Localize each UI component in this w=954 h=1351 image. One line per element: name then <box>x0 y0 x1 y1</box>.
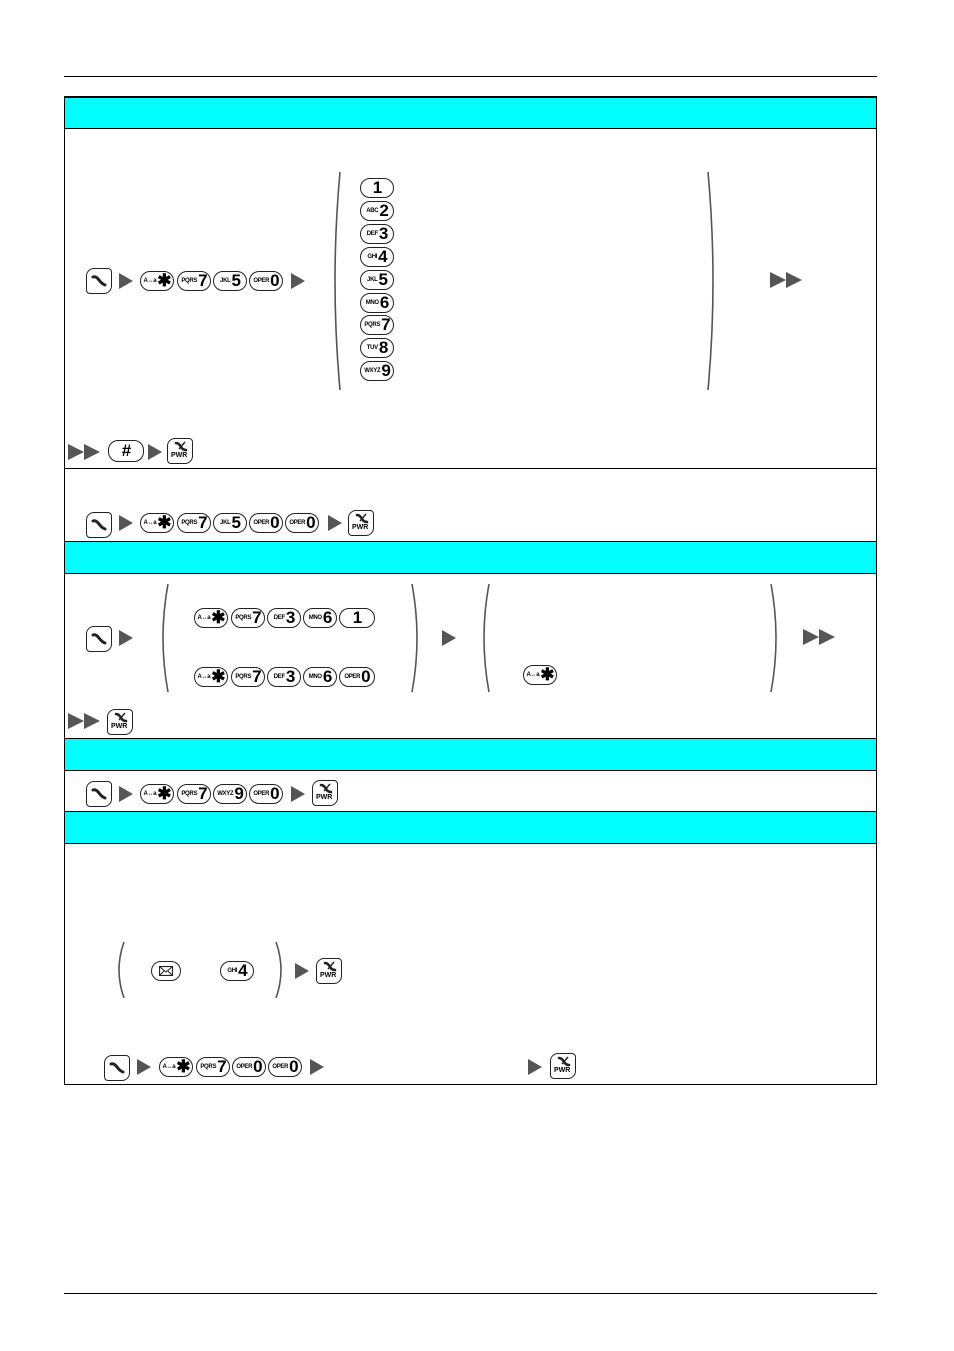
pwr-label: PWR <box>111 723 128 730</box>
keypad-key[interactable] <box>220 961 254 981</box>
key-digit: 7 <box>252 608 261 627</box>
key-letters: OPER <box>344 674 361 680</box>
key-digit: 4 <box>378 246 387 266</box>
key-letters: MNO <box>365 299 379 306</box>
key-letters: DEF <box>366 230 378 237</box>
key-letters: MNO <box>308 674 322 680</box>
arrow-icon <box>137 1059 151 1075</box>
bracket-right <box>706 172 718 395</box>
double-arrow-icon <box>803 628 837 651</box>
key-letters: PQRS <box>200 1064 217 1070</box>
keypad-key[interactable] <box>360 201 394 221</box>
keypad-key[interactable] <box>213 513 247 533</box>
hash-key[interactable] <box>108 440 144 462</box>
key-letters: PQRS <box>235 615 252 621</box>
pwr-label: PWR <box>554 1067 571 1074</box>
keypad-key[interactable] <box>360 270 394 290</box>
bracket-right <box>410 584 422 697</box>
pwr-label: PWR <box>352 524 369 531</box>
star-key[interactable] <box>140 784 174 804</box>
keypad-key[interactable] <box>177 271 211 291</box>
row-separator <box>65 468 876 469</box>
key-letters: A↔a <box>143 278 157 284</box>
key-digit: 2 <box>379 200 388 220</box>
keypad-key[interactable] <box>267 608 301 628</box>
double-arrow-icon <box>770 271 804 294</box>
keypad-key[interactable] <box>268 1057 302 1077</box>
bracket-left <box>158 584 170 697</box>
section-band-2 <box>65 541 876 574</box>
key-digit: 0 <box>306 513 315 532</box>
key-digit: ✱ <box>211 608 225 627</box>
key-digit: 0 <box>270 784 279 803</box>
star-key[interactable] <box>194 608 228 628</box>
key-digit: 8 <box>378 338 388 358</box>
pwr-label: PWR <box>320 972 337 979</box>
arrow-icon <box>528 1059 542 1075</box>
talk-icon[interactable] <box>104 1055 130 1081</box>
instruction-table <box>64 96 877 1085</box>
key-digit: 1 <box>352 608 362 627</box>
power-icon[interactable] <box>348 510 374 536</box>
keypad-key[interactable] <box>213 271 247 291</box>
arrow-icon <box>291 786 305 802</box>
keypad-key[interactable] <box>339 608 375 628</box>
keypad-key[interactable] <box>213 784 247 804</box>
key-digit: 0 <box>253 1057 262 1076</box>
section-band-3 <box>65 738 876 771</box>
keypad-key[interactable] <box>303 667 337 687</box>
bracket-right <box>769 584 781 697</box>
power-icon[interactable] <box>167 438 193 464</box>
key-digit: 6 <box>322 667 332 686</box>
keypad-key[interactable] <box>196 1057 230 1077</box>
key-letters: WXYZ <box>364 368 381 375</box>
talk-icon[interactable] <box>86 512 112 538</box>
bracket-left <box>479 584 491 697</box>
key-digit: 3 <box>285 608 295 627</box>
key-letters: WXYZ <box>217 791 234 797</box>
key-digit: # <box>121 441 131 460</box>
key-digit: 7 <box>217 1057 226 1076</box>
keypad-key[interactable] <box>360 361 394 381</box>
bracket-left <box>114 942 126 1003</box>
key-digit: ✱ <box>176 1057 190 1076</box>
keypad-key[interactable] <box>231 608 265 628</box>
key-letters: OPER <box>272 1064 289 1070</box>
section-band-1 <box>65 97 876 129</box>
star-key[interactable] <box>159 1057 193 1077</box>
bracket-left <box>330 172 342 395</box>
key-letters: A↔a <box>143 791 157 797</box>
arrow-icon <box>310 1059 324 1075</box>
key-digit: ✱ <box>157 784 171 803</box>
key-digit: 5 <box>378 269 387 289</box>
key-digit: 0 <box>270 271 279 290</box>
key-digit: 4 <box>238 961 247 980</box>
keypad-key[interactable] <box>177 784 211 804</box>
keypad-key[interactable] <box>360 315 394 335</box>
keypad-key[interactable] <box>360 293 394 313</box>
talk-icon[interactable] <box>86 626 112 652</box>
power-icon[interactable] <box>316 958 342 984</box>
talk-icon[interactable] <box>86 781 112 807</box>
key-digit: 0 <box>270 513 279 532</box>
key-letters: A↔a <box>197 615 211 621</box>
key-digit: ✱ <box>157 513 171 532</box>
key-digit: ✱ <box>540 665 554 684</box>
key-letters: GHI <box>367 253 378 260</box>
footer-rule <box>64 1293 877 1294</box>
arrow-icon <box>119 786 133 802</box>
power-icon[interactable] <box>550 1053 576 1079</box>
key-letters: JKL <box>220 278 231 284</box>
keypad-key[interactable] <box>232 1057 266 1077</box>
key-letters: PQRS <box>235 674 252 680</box>
bracket-right <box>274 942 286 1003</box>
key-letters: A↔a <box>526 672 540 678</box>
key-letters: GHI <box>227 968 238 974</box>
arrow-icon <box>291 273 305 289</box>
key-digit: 9 <box>381 361 390 381</box>
key-digit: 7 <box>198 271 207 290</box>
key-letters: ABC <box>366 207 379 214</box>
key-digit: 3 <box>378 223 388 243</box>
pwr-label: PWR <box>316 794 333 801</box>
talk-icon[interactable] <box>86 268 112 294</box>
star-key[interactable] <box>140 271 174 291</box>
key-letters: PQRS <box>181 791 198 797</box>
key-digit: 7 <box>381 315 390 335</box>
key-digit: 7 <box>198 513 207 532</box>
key-letters: OPER <box>236 1064 253 1070</box>
keypad-key[interactable] <box>339 667 375 687</box>
power-icon[interactable] <box>107 709 133 735</box>
key-letters: DEF <box>273 674 285 680</box>
key-letters: PQRS <box>181 278 198 284</box>
pwr-label: PWR <box>171 452 188 459</box>
key-digit: 6 <box>322 608 332 627</box>
keypad-key[interactable] <box>231 667 265 687</box>
key-digit: 7 <box>198 784 207 803</box>
key-letters: PQRS <box>364 322 381 329</box>
key-letters: OPER <box>253 278 270 284</box>
keypad-key[interactable] <box>360 247 394 267</box>
message-icon <box>159 966 173 976</box>
key-letters: A↔a <box>197 674 211 680</box>
key-digit: 5 <box>231 271 240 290</box>
keypad-key[interactable] <box>360 224 394 244</box>
keypad-key[interactable] <box>177 513 211 533</box>
key-letters: JKL <box>367 276 378 283</box>
arrow-icon <box>442 630 456 646</box>
keypad-key[interactable] <box>249 784 283 804</box>
key-digit: 1 <box>372 178 382 197</box>
keypad-key[interactable] <box>249 271 283 291</box>
key-digit: 3 <box>285 667 295 686</box>
key-letters: A↔a <box>162 1064 176 1070</box>
key-digit: 6 <box>379 292 389 312</box>
key-digit: 0 <box>361 667 370 686</box>
keypad-key[interactable] <box>267 667 301 687</box>
keypad-key[interactable] <box>303 608 337 628</box>
key-letters: TUV <box>366 345 378 352</box>
star-key[interactable] <box>523 665 557 685</box>
key-letters: JKL <box>220 520 231 526</box>
arrow-icon <box>328 515 342 531</box>
key-letters: OPER <box>253 791 270 797</box>
key-letters: OPER <box>289 520 306 526</box>
double-arrow-icon <box>68 443 102 466</box>
key-digit: 5 <box>231 513 240 532</box>
key-letters: MNO <box>308 615 322 621</box>
double-arrow-icon <box>68 712 102 735</box>
arrow-icon <box>295 963 309 979</box>
key-digit: ✱ <box>211 667 225 686</box>
section-band-4 <box>65 811 876 844</box>
message-key[interactable] <box>151 961 181 981</box>
key-letters: A↔a <box>143 520 157 526</box>
header-rule <box>64 76 877 77</box>
key-digit: ✱ <box>157 271 171 290</box>
star-key[interactable] <box>140 513 174 533</box>
keypad-key[interactable] <box>285 513 319 533</box>
key-letters: OPER <box>253 520 270 526</box>
keypad-key[interactable] <box>360 178 394 198</box>
key-digit: 7 <box>252 667 261 686</box>
arrow-icon <box>119 515 133 531</box>
key-letters: DEF <box>273 615 285 621</box>
arrow-icon <box>148 444 162 460</box>
key-digit: 9 <box>234 784 243 803</box>
keypad-key[interactable] <box>360 338 394 358</box>
arrow-icon <box>119 273 133 289</box>
arrow-icon <box>119 630 133 646</box>
star-key[interactable] <box>194 667 228 687</box>
key-digit: 0 <box>289 1057 298 1076</box>
key-letters: PQRS <box>181 520 198 526</box>
power-icon[interactable] <box>312 780 338 806</box>
keypad-key[interactable] <box>249 513 283 533</box>
